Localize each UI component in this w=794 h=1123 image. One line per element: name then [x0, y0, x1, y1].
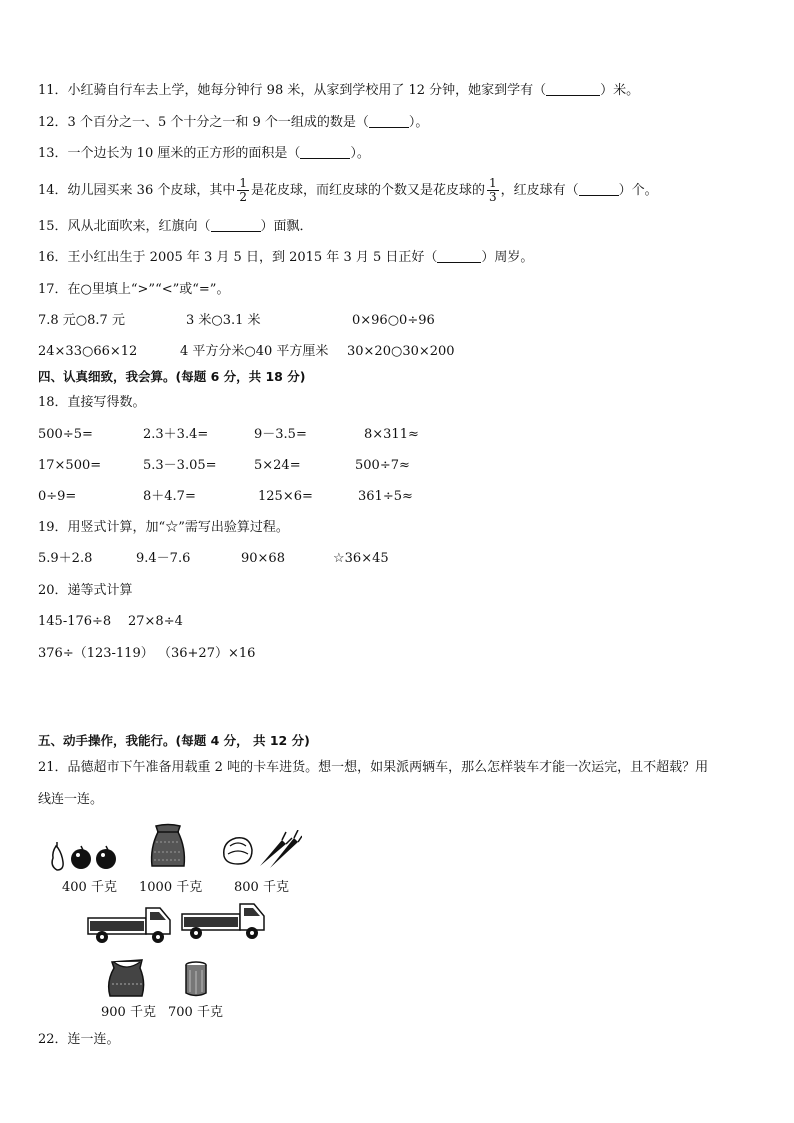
barrel-icon: [184, 960, 208, 998]
answer-blank[interactable]: [579, 183, 619, 196]
vertical-calc-item[interactable]: 5.9＋2.8: [38, 551, 93, 566]
question-19-title: 19．用竖式计算，加“☆”需写出验算过程。: [38, 520, 289, 535]
weight-label: 800 千克: [234, 880, 289, 895]
calc-item[interactable]: 8＋4.7=: [143, 489, 196, 504]
answer-blank[interactable]: [437, 250, 481, 263]
q14-text-3: ，红皮球有（: [500, 183, 579, 198]
weight-label: 900 千克: [101, 1005, 156, 1020]
calc-item[interactable]: 5.3－3.05=: [143, 458, 217, 473]
question-17-title: 17．在○里填上“>”“<”或“=”。: [38, 282, 230, 297]
q12-tail: ）。: [408, 115, 429, 130]
answer-blank[interactable]: [211, 219, 261, 232]
calc-item[interactable]: 8×311≈: [364, 427, 419, 442]
fraction-one-half: $\frac{1}{2}$: [239, 176, 247, 204]
compare-item[interactable]: 24×33○66×12: [38, 344, 138, 359]
q14-text-2: 是花皮球，而红皮球的个数又是花皮球的: [251, 183, 486, 198]
vertical-calc-item[interactable]: 9.4－7.6: [136, 551, 191, 566]
answer-blank[interactable]: [300, 146, 350, 159]
calc-item[interactable]: 0÷9=: [38, 489, 77, 504]
answer-blank[interactable]: [369, 115, 409, 128]
compare-item[interactable]: 0×96○0÷96: [352, 313, 435, 328]
answer-blank[interactable]: [546, 83, 600, 96]
q15-text: 15．风从北面吹来，红旗向（: [38, 219, 211, 234]
q14-tail: ）个。: [618, 183, 658, 198]
q16-text: 16．王小红出生于 2005 年 3 月 5 日，到 2015 年 3 月 5 日正好（: [38, 250, 438, 265]
calc-item[interactable]: 2.3＋3.4=: [143, 427, 209, 442]
question-12: [38, 113, 428, 133]
q13-tail: ）。: [350, 146, 370, 161]
calc-item[interactable]: 17×500=: [38, 458, 102, 473]
question-21-line-2: 线连一连。: [38, 792, 104, 807]
calc-item[interactable]: 500÷7≈: [355, 458, 410, 473]
vegetable-icon: [220, 830, 302, 870]
compare-item[interactable]: 4 平方分米○40 平方厘米: [180, 344, 329, 359]
calc-item[interactable]: 125×6=: [258, 489, 313, 504]
calc-item[interactable]: 361÷5≈: [358, 489, 413, 504]
question-14: [38, 176, 658, 206]
truck-icon[interactable]: [86, 904, 174, 946]
calc-item[interactable]: 500÷5=: [38, 427, 93, 442]
question-22-title: 22．连一连。: [38, 1032, 120, 1047]
stepwise-calc-item[interactable]: （36+27）×16: [158, 646, 256, 661]
question-21-line-1: 21．品德超市下午准备用载重 2 吨的卡车进货。想一想，如果派两辆车，那么怎样装车才能一次运完，且不超载？用: [38, 760, 709, 775]
section-4-heading: 四、认真细致，我会算。(每题 6 分，共 18 分): [38, 369, 306, 384]
q11-tail: ）米。: [600, 83, 640, 98]
vertical-calc-item[interactable]: 90×68: [241, 551, 285, 566]
calc-item[interactable]: 5×24=: [254, 458, 301, 473]
compare-item[interactable]: 3 米○3.1 米: [186, 313, 261, 328]
stepwise-calc-item[interactable]: 145-176÷8: [38, 614, 112, 629]
q11-text: 11．小红骑自行车去上学，她每分钟行 98 米，从家到学校用了 12 分钟，她家到学有（: [38, 83, 547, 98]
compare-item[interactable]: 7.8 元○8.7 元: [38, 313, 125, 328]
stepwise-calc-item[interactable]: 376÷（123-119）: [38, 646, 154, 661]
truck-icon[interactable]: [180, 900, 268, 942]
question-15: [38, 217, 313, 237]
q14-text: 14．幼儿园买来 36 个皮球，其中: [38, 183, 236, 198]
stepwise-calc-item[interactable]: 27×8÷4: [128, 614, 183, 629]
calc-item[interactable]: 9－3.5=: [254, 427, 307, 442]
question-13: [38, 144, 370, 164]
q13-text: 13．一个边长为 10 厘米的正方形的面积是（: [38, 146, 301, 161]
question-11: [38, 81, 639, 101]
q16-tail: ）周岁。: [481, 250, 534, 265]
weight-label: 1000 千克: [139, 880, 203, 895]
section-5-heading: 五、动手操作，我能行。(每题 4 分， 共 12 分): [38, 733, 310, 748]
vertical-calc-item[interactable]: ☆36×45: [333, 551, 389, 566]
q15-tail: ）面飘．: [260, 219, 313, 234]
weight-label: 700 千克: [168, 1005, 223, 1020]
weight-label: 400 千克: [62, 880, 117, 895]
question-18-title: 18．直接写得数。: [38, 395, 146, 410]
question-20-title: 20．递等式计算: [38, 583, 133, 598]
fruit-icon: [46, 840, 120, 872]
question-16: [38, 248, 533, 268]
fraction-one-third: $\frac{1}{3}$: [489, 176, 497, 204]
compare-item[interactable]: 30×20○30×200: [347, 344, 455, 359]
sack-icon: [148, 822, 188, 870]
bag-icon: [106, 956, 148, 998]
q12-text: 12．3 个百分之一、5 个十分之一和 9 个一组成的数是（: [38, 115, 369, 130]
